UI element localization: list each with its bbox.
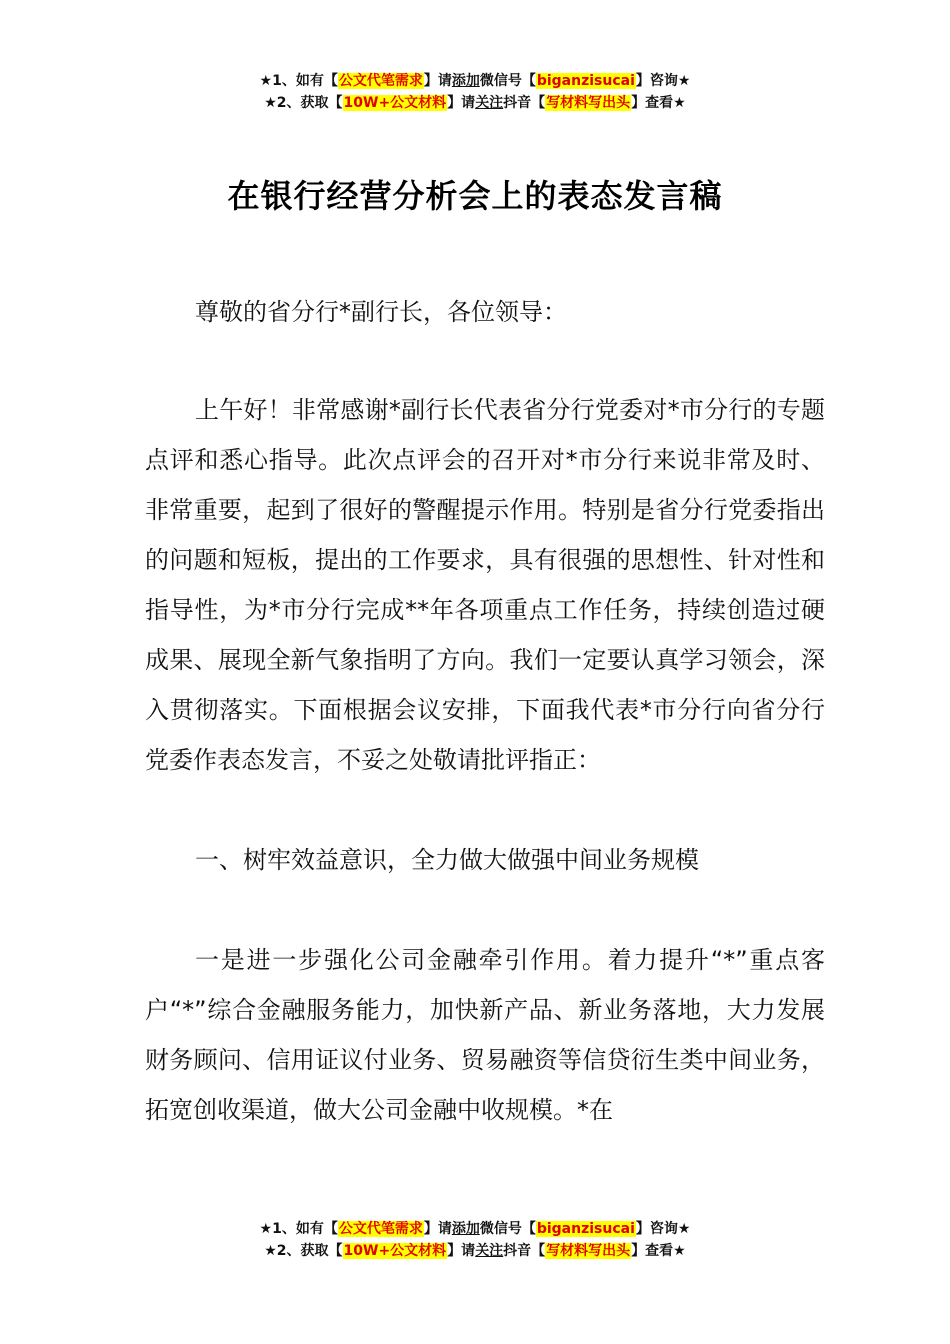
section-heading-1: 一、树牢效益意识，全力做大做强中间业务规模 bbox=[195, 846, 699, 874]
highlight-douyin-account: 写材料写出头 bbox=[546, 95, 631, 111]
document-title: 在银行经营分析会上的表态发言稿 bbox=[227, 177, 723, 216]
notice-line-2: ★2、获取【10W+公文材料】请关注抖音【写材料写出头】查看★ bbox=[264, 95, 686, 111]
notice-line-1: ★1、如有【公文代笔需求】请添加微信号【biganzisucai】咨询★ bbox=[259, 1221, 691, 1237]
highlight-wechat-id: biganzisucai bbox=[536, 1221, 635, 1237]
document-body bbox=[145, 287, 825, 1185]
highlight-douyin-account: 写材料写出头 bbox=[546, 1243, 631, 1259]
highlight-ghostwriting: 公文代笔需求 bbox=[338, 1221, 423, 1237]
highlight-ghostwriting: 公文代笔需求 bbox=[338, 73, 423, 89]
paragraph-2: 一是进一步强化公司金融牵引作用。着力提升“*”重点客户“*”综合金融服务能力，加快新产品、新业务落地，大力发展财务顾问、信用证议付业务、贸易融资等信贷衍生类中间业务，拓宽创收渠道，做大公司金融中收规模。*在 bbox=[145, 946, 825, 1124]
notice-line-1: ★1、如有【公文代笔需求】请添加微信号【biganzisucai】咨询★ bbox=[259, 73, 691, 89]
notice-header bbox=[0, 70, 950, 114]
paragraph-1: 上午好！非常感谢*副行长代表省分行党委对*市分行的专题点评和悉心指导。此次点评会的召开对*市分行来说非常及时、非常重要，起到了很好的警醒提示作用。特别是省分行党委指出的问题和短板，提出的工作要求，具有很强的思想性、针对性和指导性，为*市分行完成**年各项重点工作任务，持续创造过硬成果、展现全新气象指明了方向。我们一定要认真学习领会，深入贯彻落实。下面根据会议安排，下面我代表*市分行向省分行党委作表态发言，不妥之处敬请批评指正： bbox=[145, 396, 825, 774]
highlight-materials: 10W+公文材料 bbox=[343, 1243, 447, 1259]
salutation: 尊敬的省分行*副行长，各位领导： bbox=[195, 298, 567, 326]
notice-footer bbox=[0, 1218, 950, 1262]
notice-line-2: ★2、获取【10W+公文材料】请关注抖音【写材料写出头】查看★ bbox=[264, 1243, 686, 1259]
highlight-wechat-id: biganzisucai bbox=[536, 73, 635, 89]
highlight-materials: 10W+公文材料 bbox=[343, 95, 447, 111]
